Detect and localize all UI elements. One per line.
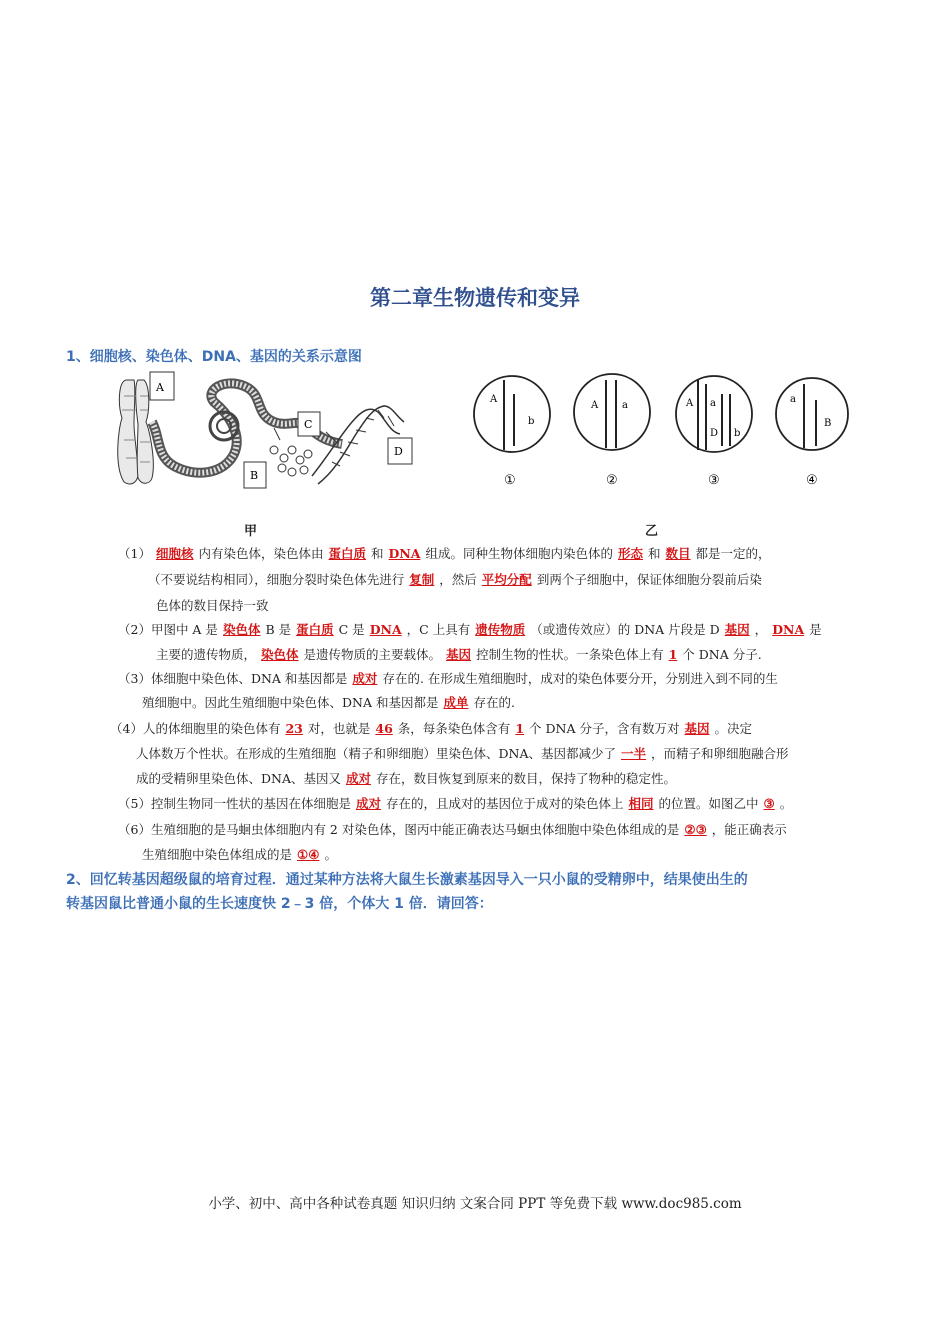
answer: 成对 — [355, 796, 381, 811]
answer: 蛋白质 — [328, 546, 366, 561]
cell-4 — [776, 378, 848, 488]
answer: DNA — [388, 546, 421, 561]
answer: 成对 — [346, 771, 372, 786]
item-2-line-2: 主要的遗传物质， 染色体 是遗传物质的主要载体。 基因 控制生物的性状。一条染色体上有 1 个 DNA 分子. — [156, 647, 762, 662]
answer: 成对 — [352, 671, 378, 686]
answer: 形态 — [618, 546, 644, 561]
cell-2-label-2: a — [622, 400, 628, 411]
answer: DNA — [772, 622, 805, 637]
answer: ③ — [763, 796, 775, 811]
answer: ②③ — [684, 822, 707, 837]
label-b: B — [250, 469, 259, 482]
cell-2-number: ② — [606, 473, 618, 488]
answer: 成单 — [443, 695, 469, 710]
cell-3-label-4: b — [734, 428, 741, 439]
item-6-line-2: 生殖细胞中染色体组成的是 ①④ 。 — [142, 847, 337, 862]
label-c: C — [304, 418, 313, 431]
question-2-line-1: 2、回忆转基因超级鼠的培育过程．通过某种方法将大鼠生长激素基因导入一只小鼠的受精卵中，结果使出生的 — [66, 872, 748, 888]
answer: 染色体 — [261, 647, 299, 662]
answer: ①④ — [297, 847, 320, 862]
item-1-line-1: （1） 细胞核 内有染色体，染色体由 蛋白质 和 DNA 组成。同种生物体细胞内染色体的 形态 和 数目 都是一定的， — [118, 546, 771, 561]
cell-4-number: ④ — [806, 473, 818, 488]
answer: 遗传物质 — [475, 622, 526, 637]
answer: 1 — [668, 647, 678, 662]
cell-3 — [676, 376, 752, 488]
label-a: A — [156, 381, 164, 394]
item-6-line-1: （6）生殖细胞的是马蛔虫体细胞内有 2 对染色体，图丙中能正确表达马蛔虫体细胞中染色体组成的是 ②③ ，能正确表示 — [118, 822, 787, 837]
answer: 46 — [375, 721, 393, 736]
answer: 基因 — [446, 647, 472, 662]
page-footer: 小学、初中、高中各种试卷真题 知识归纳 文案合同 PPT 等免费下载 www.doc985.com — [208, 1196, 742, 1212]
answer: 23 — [285, 721, 303, 736]
item-1-line-3: 色体的数目保持一致 — [156, 598, 269, 613]
answer: 基因 — [724, 622, 750, 637]
cell-2 — [574, 374, 650, 488]
cell-1-label-1: A — [490, 394, 498, 405]
nucleosome-beads — [270, 446, 312, 476]
cell-1 — [474, 376, 550, 488]
answer: 相同 — [628, 796, 654, 811]
cell-2-label-1: A — [591, 400, 599, 411]
item-4-line-1: （4）人的体细胞里的染色体有 23 对，也就是 46 条，每条染色体含有 1 个 DNA 分子，含有数万对 基因 。决定 — [110, 721, 752, 736]
answer: 基因 — [684, 721, 710, 736]
cell-3-label-3: D — [710, 428, 719, 439]
cell-4-label-1: a — [790, 394, 796, 405]
answer: 蛋白质 — [296, 622, 334, 637]
item-4-line-3: 成的受精卵里染色体、DNA、基因又 成对 存在，数目恢复到原来的数目，保持了物种的稳定性。 — [136, 771, 677, 786]
item-3-line-1: （3）体细胞中染色体、DNA 和基因都是 成对 存在的. 在形成生殖细胞时，成对的染色体要分开，分别进入到不同的生 — [118, 671, 778, 686]
page-title: 第二章生物遗传和变异 — [370, 286, 580, 310]
cell-3-label-2: a — [710, 398, 716, 409]
cell-1-number: ① — [504, 473, 516, 488]
cell-4-label-2: B — [824, 418, 832, 429]
item-4-line-2: 人体数万个性状。在形成的生殖细胞（精子和卵细胞）里染色体、DNA、基因都减少了 一半 ，而精子和卵细胞融合形 — [136, 746, 789, 761]
item-3-line-2: 殖细胞中。因此生殖细胞中染色体、DNA 和基因都是 成单 存在的. — [142, 695, 515, 710]
answer: 染色体 — [222, 622, 261, 637]
item-1-line-2: （不要说结构相同），细胞分裂时染色体先进行 复制 ，然后 平均分配 到两个子细胞中，保证体细胞分裂前后染 — [148, 572, 762, 587]
answer: 平均分配 — [481, 572, 532, 587]
caption-jia: 甲 — [244, 524, 258, 539]
answer: 复制 — [409, 572, 435, 587]
answer: 一半 — [621, 746, 647, 761]
caption-yi: 乙 — [645, 524, 659, 539]
answer: 1 — [515, 721, 525, 736]
chromosome-drawing — [118, 380, 154, 484]
figure-yi — [466, 366, 856, 496]
cell-1-label-2: b — [528, 416, 535, 427]
item-5-line-1: （5）控制生物同一性状的基因在体细胞是 成对 存在的，且成对的基因位于成对的染色体上 相同 的位置。如图乙中 ③ 。 — [118, 796, 793, 811]
answer: 数目 — [665, 546, 691, 561]
question-1-heading: 1、细胞核、染色体、DNA、基因的关系示意图 — [66, 349, 362, 365]
cell-3-number: ③ — [708, 473, 720, 488]
item-2-line-1: （2）甲图中 A 是 染色体 B 是 蛋白质 C 是 DNA ，C 上具有 遗传物质 （或遗传效应）的 DNA 片段是 D 基因 ， DNA 是 — [118, 622, 822, 637]
answer: DNA — [369, 622, 402, 637]
answer: 细胞核 — [155, 546, 194, 561]
figure-jia — [104, 366, 422, 494]
cell-3-label-1: A — [686, 398, 694, 409]
label-d: D — [394, 445, 403, 458]
question-2-line-2: 转基因鼠比普通小鼠的生长速度快 2﹣3 倍，个体大 1 倍．请回答： — [66, 896, 493, 912]
